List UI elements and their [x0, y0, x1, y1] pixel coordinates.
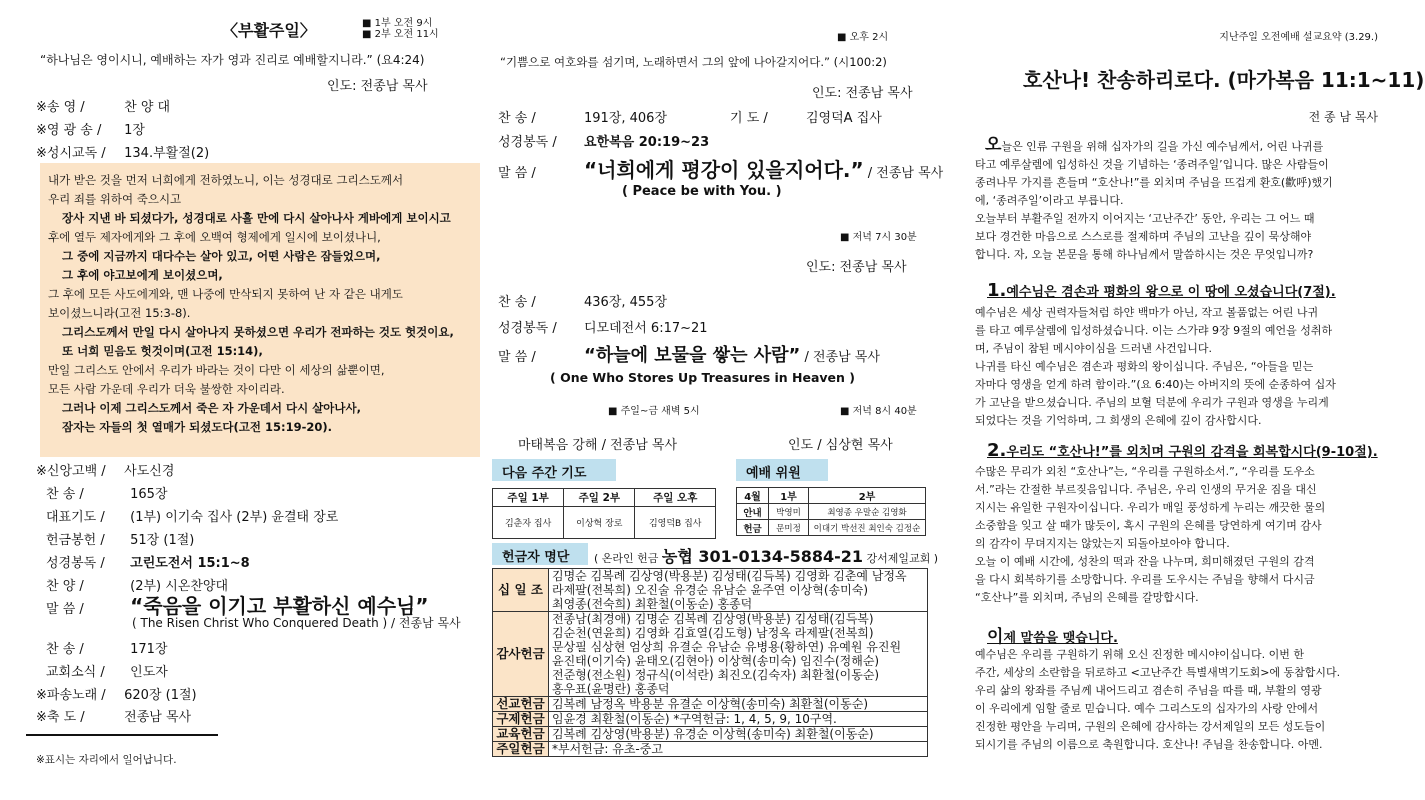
order-item: 헌금봉헌 / 51장 (1절) — [46, 533, 195, 548]
section-2-body — [975, 463, 1385, 607]
evening-hymn-row: 찬 송 / 436장, 455장 — [498, 295, 668, 310]
section-3-heading: 이제 말씀을 맺습니다. — [987, 627, 1118, 647]
bank-account: 농협 301-0134-5884-21 — [661, 547, 864, 566]
offering-names — [549, 697, 928, 712]
table-header: 2부 — [809, 488, 926, 504]
evening-reading-row: 성경봉독 / 디모데전서 6:17~21 — [498, 321, 708, 336]
paragraph-line: 예수님은 세상 권력자들처럼 하얀 백마가 아닌, 작고 볼품없는 어린 나귀 — [975, 306, 1319, 319]
afternoon-sermon-english: ( Peace be with You. ) — [622, 184, 782, 199]
summary-heading: 지난주일 오전예배 설교요약 (3.29.) — [1219, 32, 1378, 43]
service-time-1: ■ 1부 오전 9시 — [362, 18, 433, 29]
section-3-body — [975, 646, 1385, 754]
service-time-2: ■ 2부 오전 11시 — [362, 29, 439, 40]
table-header: 4월 — [737, 488, 769, 504]
late-evening-time: ■ 저녁 8시 40분 — [840, 406, 917, 417]
table-header: 주일 1부 — [493, 489, 564, 507]
offering-line: 김명순 김복례 김상영(박용분) 김성태(김득복) 김영화 김춘예 남정옥 — [552, 569, 907, 583]
scripture-line: 보이셨느니라(고전 15:3-8). — [48, 306, 191, 320]
offering-table — [492, 568, 928, 757]
evening-sermon-row: 말 씀 / “하늘에 보물을 쌓는 사람” / 전종남 목사 — [498, 345, 880, 366]
scripture-line: 내가 받은 것을 먼저 너희에게 전하였노니, 이는 성경대로 그리스도께서 — [48, 173, 404, 187]
prayer-table — [492, 488, 716, 539]
service-times — [362, 18, 439, 40]
afternoon-leader: 인도: 전종남 목사 — [812, 86, 913, 101]
online-offering-info: ( 온라인 헌금 농협 301-0134-5884-21 강서제일교회 ) — [594, 547, 939, 566]
offering-line: 홍우표(윤명란) 홍종덕 — [552, 682, 670, 696]
table-row — [493, 697, 928, 712]
scripture-line: 우리 죄를 위하여 죽으시고 — [48, 192, 182, 206]
scripture-line: 후에 열두 제자에게와 그 후에 오백여 형제에게 일시에 보이셨나니, — [48, 230, 381, 244]
worship-order-column — [22, 0, 462, 800]
order-item: 찬 송 / 165장 — [46, 487, 168, 502]
table-row — [493, 712, 928, 727]
paragraph-line: 되었다는 것을 기억하며, 그 희생의 은혜에 깊이 감사합시다. — [975, 414, 1262, 427]
paragraph-line: 이 우리에게 임할 줄로 믿습니다. 예수 그리스도의 십자가의 사랑 안에서 — [975, 702, 1319, 715]
offering-line: 문상필 심상현 엄상희 유결순 유남순 유병용(황하연) 유예원 유진원 — [552, 640, 902, 654]
order-item: 대표기도 / (1부) 이기숙 집사 (2부) 윤결태 장로 — [46, 510, 339, 525]
sermon-title: 말 씀 / “죽음을 이기고 부활하신 예수님” — [46, 594, 429, 618]
offering-line: 최영종(전숙희) 최환철(이동순) 홍종덕 — [552, 597, 753, 611]
worship-committee-header: 예배 위원 — [736, 459, 828, 481]
order-item: ※축 도 / 전종남 목사 — [36, 710, 192, 725]
offering-category: 감사헌금 — [493, 612, 549, 697]
offering-line: 김복례 김상영(박용분) 유경순 이상혁(송미숙) 최환철(이동순) — [552, 727, 874, 741]
table-cell: 김춘자 집사 — [493, 507, 564, 539]
scripture-line: 잠자는 자들의 첫 열매가 되셨도다(고전 15:19-20). — [62, 420, 333, 434]
offering-line: 김복례 남정옥 박용분 유결순 이상혁(송미숙) 최환철(이동순) — [552, 697, 869, 711]
paragraph-line: 지시는 유일한 구원자이십니다. 우리가 매일 풍성하게 누리는 깨끗한 물의 — [975, 501, 1326, 514]
offering-line: 전종남(최경애) 김명순 김복례 김상영(박용분) 김성태(김득복) — [552, 612, 874, 626]
table-cell: 최영종 우말순 김영화 — [809, 504, 926, 520]
order-item: 찬 송 / 171장 — [46, 642, 168, 657]
offering-category: 교육헌금 — [493, 727, 549, 742]
worship-leader: 인도: 전종남 목사 — [327, 79, 428, 94]
order-item: 교회소식 / 인도자 — [46, 665, 168, 680]
table-cell: 이상혁 장로 — [564, 507, 635, 539]
afternoon-time: ■ 오후 2시 — [837, 32, 889, 43]
offering-category: 구제헌금 — [493, 712, 549, 727]
offering-names — [549, 727, 928, 742]
offering-line: 김순천(연윤희) 김영화 김효열(김도형) 남정옥 라제팔(전복희) — [552, 626, 874, 640]
call-to-worship-verse: “하나님은 영이시니, 예배하는 자가 영과 진리로 예배할지니라.” (요4:24) — [40, 53, 425, 67]
paragraph-line: 우리 삶의 왕좌를 주님께 내어드리고 겸손히 주님을 따를 때, 부활의 영광 — [975, 684, 1322, 697]
offering-line: 윤진태(이기숙) 윤태오(김현아) 이상혁(송미숙) 임진수(정해순) — [552, 654, 880, 668]
paragraph-line: “호산나”를 외치며, 주님의 은혜를 갈망합시다. — [975, 591, 1199, 604]
offering-category: 십 일 조 — [493, 569, 549, 612]
offering-names — [549, 612, 928, 697]
paragraph-line: 나귀를 타신 예수님은 겸손과 평화의 왕이십니다. 주님은, “아들을 믿는 — [975, 360, 1314, 373]
offering-line: 라제팔(전복희) 오진술 유경순 유남순 윤주연 이상혁(송미숙) — [552, 583, 869, 597]
offering-category: 선교헌금 — [493, 697, 549, 712]
afternoon-verse: “기쁨으로 여호와를 섬기며, 노래하면서 그의 앞에 나아갈지어다.” (시100:2) — [500, 55, 887, 69]
offering-names — [549, 569, 928, 612]
paragraph-line: 가 고난을 받으셨습니다. 주님의 보혈 덕분에 우리가 구원과 영생을 누리게 — [975, 396, 1329, 409]
table-header: 주일 오후 — [635, 489, 716, 507]
order-item: 찬 양 / (2부) 시온찬양대 — [46, 579, 229, 594]
table-header: 주일 2부 — [564, 489, 635, 507]
paragraph-line: 오늘부터 부활주일 전까지 이어지는 ‘고난주간’ 동안, 우리는 그 어느 때 — [975, 212, 1315, 225]
offering-line: *부서헌금: 유초-중고 — [552, 742, 663, 756]
table-cell: 안내 — [737, 504, 769, 520]
scripture-line: 그러나 이제 그리스도께서 죽은 자 가운데서 다시 살아나사, — [62, 401, 362, 415]
paragraph-line: 타고 예루살렘에 입성하신 것을 기념하는 ‘종려주일’입니다. 많은 사람들이 — [975, 158, 1329, 171]
paragraph-line: 오늘은 인류 구원을 위해 십자가의 길을 가신 예수님께서, 어린 나귀를 — [985, 135, 1324, 155]
paragraph-line: 진정한 평안을 누리며, 구원의 은혜에 감사하는 강서제일의 모든 성도들이 — [975, 720, 1326, 733]
paragraph-line: 종려나무 가지를 흔들며 “호산나!”를 외치며 주님을 뜨겁게 환호(歡呼)했기 — [975, 176, 1333, 189]
paragraph-line: 합니다. 자, 오늘 본문을 통해 하나님께서 말씀하시는 것은 무엇입니까? — [975, 248, 1314, 261]
paragraph-line: 며, 주님이 참된 메시야이심을 드러낸 사건입니다. — [975, 342, 1212, 355]
order-item: ※신앙고백 / 사도신경 — [36, 464, 175, 479]
scripture-line: 그 중에 지금까지 대다수는 살아 있고, 어떤 사람은 잠들었으며, — [62, 249, 381, 263]
offering-list-header: 헌금자 명단 — [492, 543, 588, 565]
offering-line: 전준형(전소원) 정규식(이석란) 최진오(김숙자) 최환철(이동순) — [552, 668, 880, 682]
scripture-line: 그 후에 모든 사도에게와, 맨 나중에 만삭되지 못하여 난 자 같은 내게도 — [48, 287, 403, 301]
evening-sermon-english: ( One Who Stores Up Treasures in Heaven ) — [550, 370, 855, 385]
standing-note: ※표시는 자리에서 일어납니다. — [36, 754, 177, 766]
scripture-line: 그 후에 야고보에게 보이셨으며, — [62, 268, 223, 282]
section-1-body — [975, 304, 1385, 430]
drop-letter: 오 — [985, 135, 1002, 155]
table-row — [493, 569, 928, 612]
sermon-summary-column — [975, 0, 1425, 800]
offering-category: 주일헌금 — [493, 742, 549, 757]
paragraph-line: 자마다 영생을 얻게 하려 함이라.”(요 6:40)는 아버지의 뜻에 순종하여 십자 — [975, 378, 1336, 391]
evening-leader: 인도: 전종남 목사 — [806, 260, 907, 275]
afternoon-evening-column — [490, 0, 952, 800]
committee-table — [736, 487, 926, 536]
divider — [26, 734, 218, 736]
scripture-line: 만일 그리스도 안에서 우리가 바라는 것이 다만 이 세상의 삶뿐이면, — [48, 363, 385, 377]
table-cell: 문미정 — [769, 520, 809, 536]
dawn-time: ■ 주일~금 새벽 5시 — [608, 406, 700, 417]
order-item: ※파송노래 / 620장 (1절) — [36, 688, 197, 703]
scripture-line: 모든 사람 가운데 우리가 더욱 불쌍한 자이리라. — [48, 382, 285, 396]
service-title: 〈부활주일〉 — [222, 21, 316, 40]
order-item: ※송 영 / 찬 양 대 — [36, 100, 171, 115]
paragraph-line: 에, ‘종려주일’이라고 부릅니다. — [975, 194, 1124, 207]
scripture-line: 장사 지낸 바 되셨다가, 성경대로 사흘 만에 다시 살아나사 게바에게 보이시고 — [62, 211, 451, 225]
paragraph-line: 의 감각이 무뎌지지는 않았는지 되돌아보아야 합니다. — [975, 537, 1230, 550]
table-cell: 김영덕B 집사 — [635, 507, 716, 539]
scripture-line: 또 너희 믿음도 헛것이며(고전 15:14), — [62, 344, 263, 358]
paragraph-line: 수많은 무리가 외친 “호산나”는, “우리를 구원하소서.”, “우리를 도우소 — [975, 465, 1315, 478]
evening-time: ■ 저녁 7시 30분 — [840, 232, 917, 243]
table-cell: 헌금 — [737, 520, 769, 536]
offering-names — [549, 712, 928, 727]
paragraph-line: 서.”라는 간절한 부르짖음입니다. 주님은, 우리 인생의 무거운 짐을 대신 — [975, 483, 1317, 496]
order-item: ※성시교독 / 134.부활절(2) — [36, 146, 210, 161]
paragraph-line: 주간, 세상의 소란함을 뒤로하고 <고난주간 특별새벽기도회>에 동참합시다. — [975, 666, 1341, 679]
paragraph-line: 예수님은 우리를 구원하기 위해 오신 진정한 메시야이십니다. 이번 한 — [975, 648, 1304, 661]
table-row — [493, 742, 928, 757]
offering-names — [549, 742, 928, 757]
afternoon-hymn-row: 찬 송 / 191장, 406장 기 도 / 김영덕A 집사 — [498, 111, 882, 126]
table-row — [493, 612, 928, 697]
order-item: ※영 광 송 / 1장 — [36, 123, 145, 138]
dawn-service: 마태복음 강해 / 전종남 목사 — [518, 438, 678, 453]
scripture-line: 그리스도께서 만일 다시 살아나지 못하셨으면 우리가 전파하는 것도 헛것이요, — [62, 325, 454, 339]
table-row — [493, 727, 928, 742]
offering-line: 임윤경 최환철(이동순) *구역헌금: 1, 4, 5, 9, 10구역. — [552, 712, 837, 726]
paragraph-line: 되시기를 주님의 이름으로 축원합니다. 호산나! 주님을 찬송합니다. 아멘. — [975, 738, 1323, 751]
afternoon-reading-row: 성경봉독 / 요한복음 20:19~23 — [498, 135, 710, 150]
order-item: 성경봉독 / 고린도전서 15:1~8 — [46, 556, 250, 571]
table-cell: 박영미 — [769, 504, 809, 520]
paragraph-line: 을 다시 회복하기를 소망합니다. 우리를 도우시는 주님을 향해서 다시금 — [975, 573, 1315, 586]
summary-title: 호산나! 찬송하리로다. (마가복음 11:1~11) — [1023, 68, 1425, 92]
paragraph-line: 를 타고 예루살렘에 입성하셨습니다. 이는 스가랴 9장 9절의 예언을 성취하 — [975, 324, 1333, 337]
paragraph-line: 보다 경건한 마음으로 스스로를 절제하며 주님의 고난을 깊이 묵상해야 — [975, 230, 1312, 243]
afternoon-sermon-row: 말 씀 / “너희에게 평강이 있을지어다.” / 전종남 목사 — [498, 158, 944, 182]
responsive-reading-box — [40, 163, 480, 457]
table-header: 1부 — [769, 488, 809, 504]
summary-intro — [975, 136, 1385, 264]
sermon-english-title: ( The Risen Christ Who Conquered Death ) / 전종남 목사 — [132, 616, 461, 630]
section-2-heading: 2.우리도 “호산나!”를 외치며 구원의 감격을 회복합시다(9-10절). — [987, 440, 1378, 461]
late-evening-leader: 인도 / 심상현 목사 — [788, 438, 893, 453]
paragraph-line: 소중함을 잊고 살 때가 많듯이, 혹시 구원의 은혜를 당연하게 여기며 감사 — [975, 519, 1322, 532]
paragraph-line: 오늘 이 예배 시간에, 성찬의 떡과 잔을 나누며, 희미해졌던 구원의 감격 — [975, 555, 1315, 568]
next-week-prayer-header: 다음 주간 기도 — [492, 459, 616, 481]
section-1-heading: 1.예수님은 겸손과 평화의 왕으로 이 땅에 오셨습니다(7절). — [987, 280, 1336, 301]
table-cell: 이대기 박선진 최인숙 김정순 — [809, 520, 926, 536]
summary-preacher: 전 종 남 목사 — [1308, 110, 1378, 124]
